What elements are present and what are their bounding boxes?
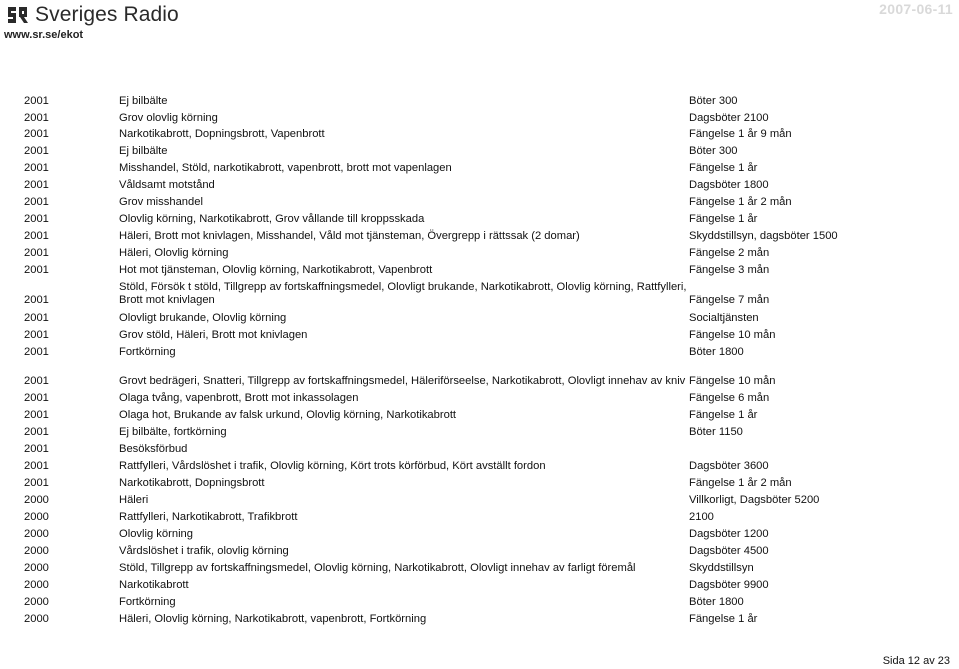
year-cell: 2001 xyxy=(24,329,49,341)
penalty-cell: Fängelse 3 mån xyxy=(689,264,770,276)
offence-cell: Grov olovlig körning xyxy=(119,112,218,124)
year-cell: 2001 xyxy=(24,392,49,404)
sr-logo-icon xyxy=(6,3,30,27)
offence-cell: Grovt bedrägeri, Snatteri, Tillgrepp av fortskaffningsmedel, Häleriförseelse, Narkotikabrott, Olovligt innehav av kniv xyxy=(119,375,686,387)
offence-cell: Grov misshandel xyxy=(119,196,203,208)
penalty-cell: Skyddstillsyn xyxy=(689,562,754,574)
year-cell: 2000 xyxy=(24,494,49,506)
penalty-cell: Dagsböter 1800 xyxy=(689,179,769,191)
year-cell: 2000 xyxy=(24,545,49,557)
year-cell: 2001 xyxy=(24,264,49,276)
penalty-cell: Fängelse 1 år xyxy=(689,213,758,225)
penalty-cell: Dagsböter 3600 xyxy=(689,460,769,472)
offence-cell: Narkotikabrott, Dopningsbrott, Vapenbrott xyxy=(119,128,325,140)
year-cell: 2001 xyxy=(24,460,49,472)
penalty-cell: Fängelse 1 år xyxy=(689,409,758,421)
offence-cell: Stöld, Försök t stöld, Tillgrepp av fortskaffningsmedel, Olovligt brukande, Narkotikabrott, Olovlig körning, Rattfylleri, Brott mot knivlagen xyxy=(119,281,687,306)
year-cell: 2000 xyxy=(24,528,49,540)
offence-cell: Olovligt brukande, Olovlig körning xyxy=(119,312,287,324)
offence-cell: Olaga hot, Brukande av falsk urkund, Olovlig körning, Narkotikabrott xyxy=(119,409,457,421)
penalty-cell: Böter 300 xyxy=(689,95,738,107)
penalty-cell: Skyddstillsyn, dagsböter 1500 xyxy=(689,230,838,242)
offence-cell: Häleri, Olovlig körning xyxy=(119,247,229,259)
year-cell: 2001 xyxy=(24,95,49,107)
year-cell: 2000 xyxy=(24,562,49,574)
penalty-cell: Dagsböter 9900 xyxy=(689,579,769,591)
year-cell: 2001 xyxy=(24,375,49,387)
year-cell: 2001 xyxy=(24,196,49,208)
year-cell: 2000 xyxy=(24,596,49,608)
penalty-cell: Fängelse 10 mån xyxy=(689,329,776,341)
year-cell: 2001 xyxy=(24,128,49,140)
offence-cell: Olovlig körning xyxy=(119,528,193,540)
offence-cell: Besöksförbud xyxy=(119,443,188,455)
offence-cell: Ej bilbälte xyxy=(119,145,168,157)
year-cell: 2001 xyxy=(24,162,49,174)
year-cell: 2001 xyxy=(24,145,49,157)
sveriges-radio-logo[interactable] xyxy=(6,2,179,28)
penalty-cell: Fängelse 1 år 2 mån xyxy=(689,196,792,208)
penalty-cell: Socialtjänsten xyxy=(689,312,759,324)
penalty-cell: Villkorligt, Dagsböter 5200 xyxy=(689,494,820,506)
year-cell: 2001 xyxy=(24,426,49,438)
offence-cell: Ej bilbälte xyxy=(119,95,168,107)
year-cell: 2000 xyxy=(24,579,49,591)
penalty-cell: Böter 1800 xyxy=(689,596,744,608)
penalty-cell: Fängelse 1 år 2 mån xyxy=(689,477,792,489)
offence-cell: Grov stöld, Häleri, Brott mot knivlagen xyxy=(119,329,308,341)
site-url[interactable]: www.sr.se/ekot xyxy=(4,29,84,41)
year-cell: 2001 xyxy=(24,346,49,358)
year-cell: 2001 xyxy=(24,213,49,225)
year-cell: 2001 xyxy=(24,112,49,124)
penalty-cell: Fängelse 6 mån xyxy=(689,392,770,404)
offence-cell: Vårdslöshet i trafik, olovlig körning xyxy=(119,545,289,557)
offence-cell: Våldsamt motstånd xyxy=(119,179,215,191)
year-cell: 2001 xyxy=(24,294,49,306)
offence-cell: Rattfylleri, Vårdslöshet i trafik, Olovlig körning, Kört trots körförbud, Kört avställt fordon xyxy=(119,460,546,472)
penalty-cell: Fängelse 10 mån xyxy=(689,375,776,387)
offence-cell: Häleri, Olovlig körning, Narkotikabrott, vapenbrott, Fortkörning xyxy=(119,613,427,625)
offence-cell: Narkotikabrott, Dopningsbrott xyxy=(119,477,265,489)
penalty-cell: Fängelse 7 mån xyxy=(689,294,770,306)
offence-cell: Häleri, Brott mot knivlagen, Misshandel, Våld mot tjänsteman, Övergrepp i rättssak (2 domar) xyxy=(119,230,580,242)
year-cell: 2001 xyxy=(24,409,49,421)
offence-cell: Häleri xyxy=(119,494,149,506)
year-cell: 2001 xyxy=(24,443,49,455)
penalty-cell: Fängelse 2 mån xyxy=(689,247,770,259)
penalty-cell: Fängelse 1 år xyxy=(689,162,758,174)
penalty-cell: 2100 xyxy=(689,511,714,523)
year-cell: 2001 xyxy=(24,312,49,324)
logo-wordmark: Sveriges Radio xyxy=(35,3,179,26)
penalty-cell: Böter 1150 xyxy=(689,426,743,438)
year-cell: 2001 xyxy=(24,247,49,259)
year-cell: 2000 xyxy=(24,613,49,625)
offence-cell: Narkotikabrott xyxy=(119,579,189,591)
penalty-cell: Fängelse 1 år 9 mån xyxy=(689,128,792,140)
header-date: 2007-06-11 xyxy=(879,1,953,17)
offence-cell: Misshandel, Stöld, narkotikabrott, vapenbrott, brott mot vapenlagen xyxy=(119,162,452,174)
penalty-cell: Böter 300 xyxy=(689,145,738,157)
penalty-cell: Dagsböter 2100 xyxy=(689,112,769,124)
penalty-cell: Böter 1800 xyxy=(689,346,744,358)
penalty-cell: Dagsböter 4500 xyxy=(689,545,769,557)
offence-cell: Olaga tvång, vapenbrott, Brott mot inkassolagen xyxy=(119,392,359,404)
year-cell: 2001 xyxy=(24,230,49,242)
offence-cell: Hot mot tjänsteman, Olovlig körning, Narkotikabrott, Vapenbrott xyxy=(119,264,433,276)
year-cell: 2001 xyxy=(24,477,49,489)
year-cell: 2000 xyxy=(24,511,49,523)
penalty-cell: Dagsböter 1200 xyxy=(689,528,769,540)
offence-cell: Ej bilbälte, fortkörning xyxy=(119,426,227,438)
penalty-cell: Fängelse 1 år xyxy=(689,613,758,625)
offence-cell: Fortkörning xyxy=(119,596,176,608)
offence-cell: Rattfylleri, Narkotikabrott, Trafikbrott xyxy=(119,511,298,523)
offence-cell: Olovlig körning, Narkotikabrott, Grov vållande till kroppsskada xyxy=(119,213,425,225)
offence-cell: Stöld, Tillgrepp av fortskaffningsmedel, Olovlig körning, Narkotikabrott, Olovligt innehav av farligt föremål xyxy=(119,562,636,574)
year-cell: 2001 xyxy=(24,179,49,191)
offence-cell: Fortkörning xyxy=(119,346,176,358)
page-number: Sida 12 av 23 xyxy=(882,655,950,667)
